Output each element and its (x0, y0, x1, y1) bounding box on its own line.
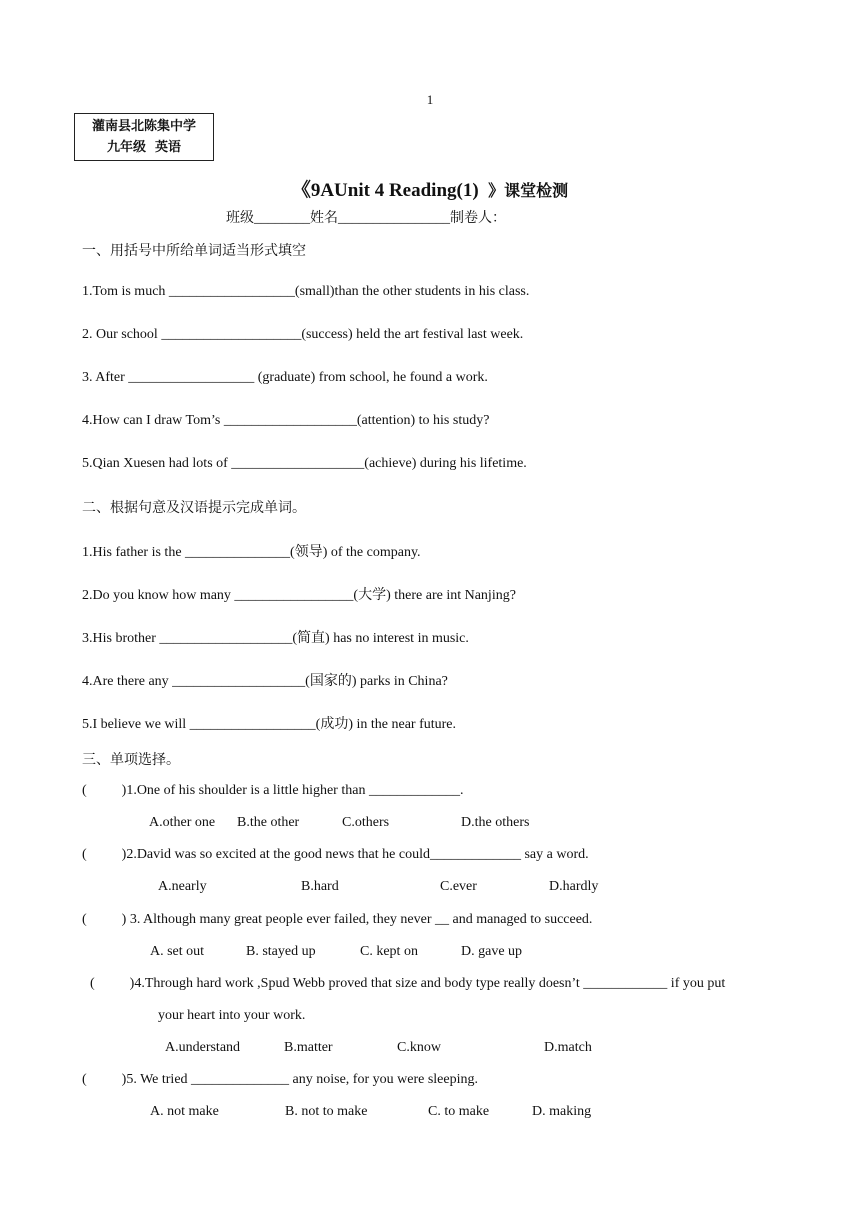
option-b: B.the other (237, 815, 300, 830)
section2-question: 3.His brother ___________________(简直) has no interest in music. (82, 631, 469, 646)
section3-question-stem: ( )4.Through hard work ,Spud Webb proved that size and body type really doesn’t ____________ if you put (90, 976, 726, 991)
option-c: C.ever (440, 879, 477, 894)
option-c: C.know (397, 1040, 441, 1055)
section1-question: 5.Qian Xuesen had lots of ___________________(achieve) during his lifetime. (82, 456, 527, 471)
section3-heading: 三、单项选择。 (82, 753, 180, 768)
option-c: C. to make (428, 1104, 490, 1119)
option-b: B.hard (301, 879, 339, 894)
section1-question: 1.Tom is much __________________(small)than the other students in his class. (82, 284, 530, 299)
title-prefix: 《 (291, 180, 311, 201)
section1-heading: 一、用括号中所给单词适当形式填空 (82, 244, 306, 259)
option-c: C.others (342, 815, 390, 830)
section3-question-stem: ( ) 3. Although many great people ever failed, they never __ and managed to succeed. (82, 912, 593, 927)
title-suffix: 》课堂检测 (488, 181, 569, 200)
option-b: B. not to make (285, 1104, 368, 1119)
school-name: 灌南县北陈集中学 (91, 119, 196, 134)
option-c: C. kept on (360, 944, 418, 959)
school-box (74, 113, 214, 161)
section1-question: 3. After __________________ (graduate) from school, he found a work. (82, 370, 488, 385)
section1-question: 4.How can I draw Tom’s ___________________(attention) to his study? (82, 413, 490, 428)
section3-question-continuation: your heart into your work. (158, 1008, 306, 1023)
section1-question: 2. Our school ____________________(success) held the art festival last week. (82, 327, 524, 342)
option-a: A. set out (150, 944, 205, 959)
option-a: A. not make (150, 1104, 219, 1119)
option-d: D.hardly (549, 879, 599, 894)
option-b: B.matter (284, 1040, 333, 1055)
option-d: D.the others (461, 815, 530, 830)
option-a: A.other one (149, 815, 216, 830)
grade-subject: 九年级 英语 (106, 140, 182, 155)
option-d: D.match (544, 1040, 592, 1055)
section2-question: 1.His father is the _______________(领导) of the company. (82, 545, 421, 560)
section3-question-stem: ( )5. We tried ______________ any noise, for you were sleeping. (82, 1072, 478, 1087)
title-main: 9AUnit 4 Reading(1) (310, 180, 489, 201)
section2-question: 2.Do you know how many _________________(大学) there are int Nanjing? (82, 588, 516, 603)
option-d: D. gave up (461, 944, 523, 959)
option-a: A.understand (165, 1040, 241, 1055)
option-d: D. making (532, 1104, 592, 1119)
section3-question-stem: ( )2.David was so excited at the good news that he could_____________ say a word. (82, 847, 589, 862)
page-number: 1 (426, 92, 434, 107)
page-title (0, 175, 860, 202)
section3-question-stem: ( )1.One of his shoulder is a little higher than _____________. (82, 783, 464, 798)
section2-heading: 二、根据句意及汉语提示完成单词。 (82, 501, 306, 516)
section2-question: 4.Are there any ___________________(国家的) parks in China? (82, 674, 448, 689)
option-a: A.nearly (158, 879, 207, 894)
section2-question: 5.I believe we will __________________(成功) in the near future. (82, 717, 457, 732)
option-b: B. stayed up (246, 944, 316, 959)
student-info-line: 班级________姓名________________制卷人： (226, 211, 506, 226)
